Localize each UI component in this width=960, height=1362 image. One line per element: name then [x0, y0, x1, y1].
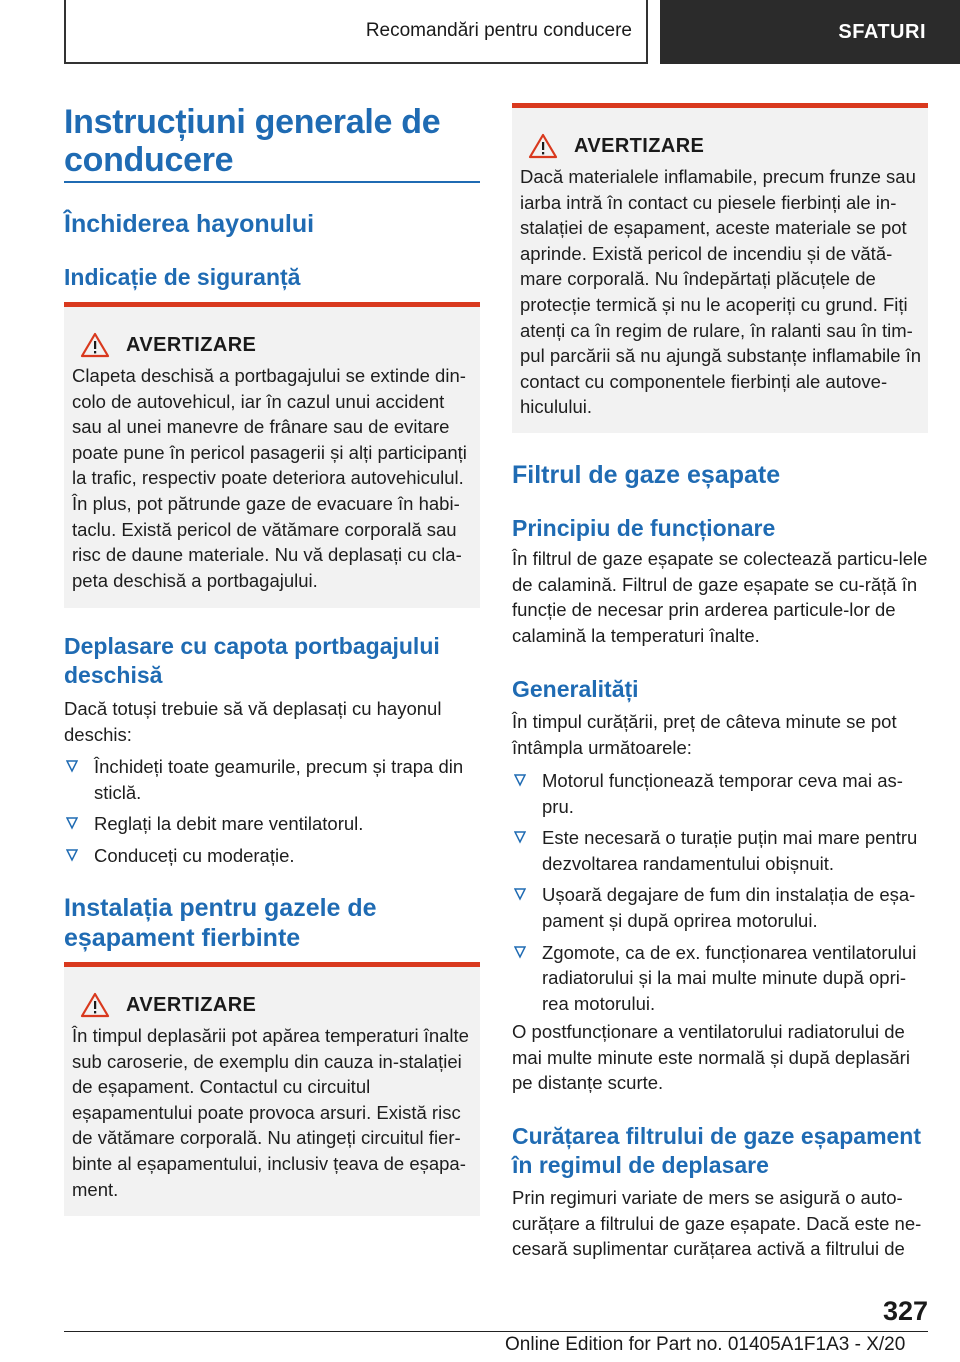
list-item: Este necesară o turație puțin mai mare pentru dezvoltarea randamentului obișnuit.: [512, 825, 928, 876]
generalitati-paragraph: În timpul curățării, preț de câteva minute se pot întâmpla următoarele:: [512, 711, 897, 758]
warning-box-hayon: [64, 302, 480, 608]
bullet-triangle-icon: [514, 773, 526, 787]
header-category-text: SFATURI: [838, 20, 926, 43]
list-item: Motorul funcționează temporar ceva mai as-pru.: [512, 768, 928, 819]
curatarea-paragraph: Prin regimuri variate de mers se asigură o auto-curățare a filtrului de gaze eșapate. Dacă este ne-cesară suplimentar curățarea activă a filtrului de: [512, 1187, 922, 1260]
bullet-triangle-icon: [514, 945, 526, 959]
deplasare-paragraph: Dacă totuși trebuie să vă deplasați cu hayonul deschis:: [64, 698, 442, 745]
heading-principiu: Principiu de funcționare: [512, 515, 776, 541]
warning-header: [520, 132, 922, 160]
warning-label: AVERTIZARE: [126, 993, 257, 1016]
deplasare-list: [64, 754, 480, 874]
warning-label: AVERTIZARE: [574, 134, 705, 157]
list-item: Ușoară degajare de fum din instalația de eșa-pament și după oprirea motorului.: [512, 882, 928, 933]
warning-triangle-icon: [528, 133, 558, 159]
warning-header: [72, 991, 474, 1019]
warning-header: [72, 331, 474, 359]
heading-filtrul: Filtrul de gaze eșapate: [512, 461, 781, 489]
bullet-triangle-icon: [514, 830, 526, 844]
heading-hayon: Închiderea hayonului: [64, 210, 315, 238]
page-number: 327: [882, 1296, 928, 1326]
bullet-triangle-icon: [514, 887, 526, 901]
heading-deplasare: Deplasare cu capota portbagajului deschisă: [64, 633, 440, 688]
warning-triangle-icon: [80, 332, 110, 358]
warning-text: Dacă materialele inflamabile, precum frunze sau iarba intră în contact cu piesele fierbinți ale in-stalației de eșapament, aceste materiale se pot aprinde. Există pericol de incendiu și de vătă-mare corporală. Nu îndepărtați plăcuțele de protecție termică și nu le acoperiți cu grund. Fiți atenți ca în regim de rulare, în ralanti sau în tim-pul parcării să nu ajungă substanțe inflamabile în contact cu componentele fierbinți ale autove-hiculului.: [520, 166, 922, 418]
heading-generalitati: Generalități: [512, 676, 639, 702]
footer-divider: [64, 1331, 928, 1332]
edition-text: Online Edition for Part no. 01405A1F1A3 - X/20: [505, 1334, 906, 1355]
warning-box-esapament: [64, 962, 480, 1216]
heading-curatarea: Curățarea filtrului de gaze eșapament în regimul de deplasare: [512, 1123, 922, 1178]
page-title: Instrucțiuni generale de conducere: [64, 103, 441, 179]
bullet-triangle-icon: [66, 759, 78, 773]
list-item: Reglați la debit mare ventilatorul.: [64, 811, 480, 837]
header-section-label: [64, 0, 648, 64]
header-category-tab: [660, 0, 960, 64]
bullet-triangle-icon: [66, 848, 78, 862]
bullet-triangle-icon: [66, 816, 78, 830]
list-item: Conduceți cu moderație.: [64, 843, 480, 869]
postfunctionare-paragraph: O postfuncționare a ventilatorului radiatorului de mai multe minute este normală și după deplasări pe distanțe scurte.: [512, 1021, 910, 1094]
warning-text: Clapeta deschisă a portbagajului se extinde din-colo de autovehicul, iar în cazul unui accident sau al unei manevre de frânare sau de evitare poate pune în pericol pasagerii și alți participanți la trafic, respectiv poate deteriora autovehiculul. În plus, pot pătrunde gaze de evacuare în habi-taclu. Există pericol de vătămare corporală sau risc de daune materiale. Nu vă deplasați cu cla-peta deschisă a portbagajului.: [72, 365, 467, 591]
warning-box-inflamabile: [512, 103, 928, 433]
heading-instalatia: Instalația pentru gazele de eșapament fierbinte: [64, 894, 377, 952]
list-item: Zgomote, ca de ex. funcționarea ventilatorului radiatorului și la mai multe minute după opri-rea motorului.: [512, 940, 928, 1017]
title-divider: [64, 181, 480, 183]
list-item: Închideți toate geamurile, precum și trapa din sticlă.: [64, 754, 480, 805]
generalitati-list: [512, 768, 928, 1022]
header-section-text: Recomandări pentru conducere: [365, 20, 632, 41]
warning-label: AVERTIZARE: [126, 333, 257, 356]
warning-text: În timpul deplasării pot apărea temperaturi înalte sub caroserie, de exemplu din cauza in-stalației de eșapament. Contactul cu circuitul eșapamentului poate provoca arsuri. Există risc de vătămare corporală. Nu atingeți circuitul fier-binte al eșapamentului, inclusiv țeava de eșapa-ment.: [72, 1025, 469, 1200]
principiu-paragraph: În filtrul de gaze eșapate se colectează particu-lele de calamină. Filtrul de gaze eșapate se cu-răță în funcție de necesar prin arderea particule-lor de calamină la temperaturi înalte.: [512, 548, 928, 646]
heading-indicatie: Indicație de siguranță: [64, 264, 301, 290]
warning-triangle-icon: [80, 992, 110, 1018]
